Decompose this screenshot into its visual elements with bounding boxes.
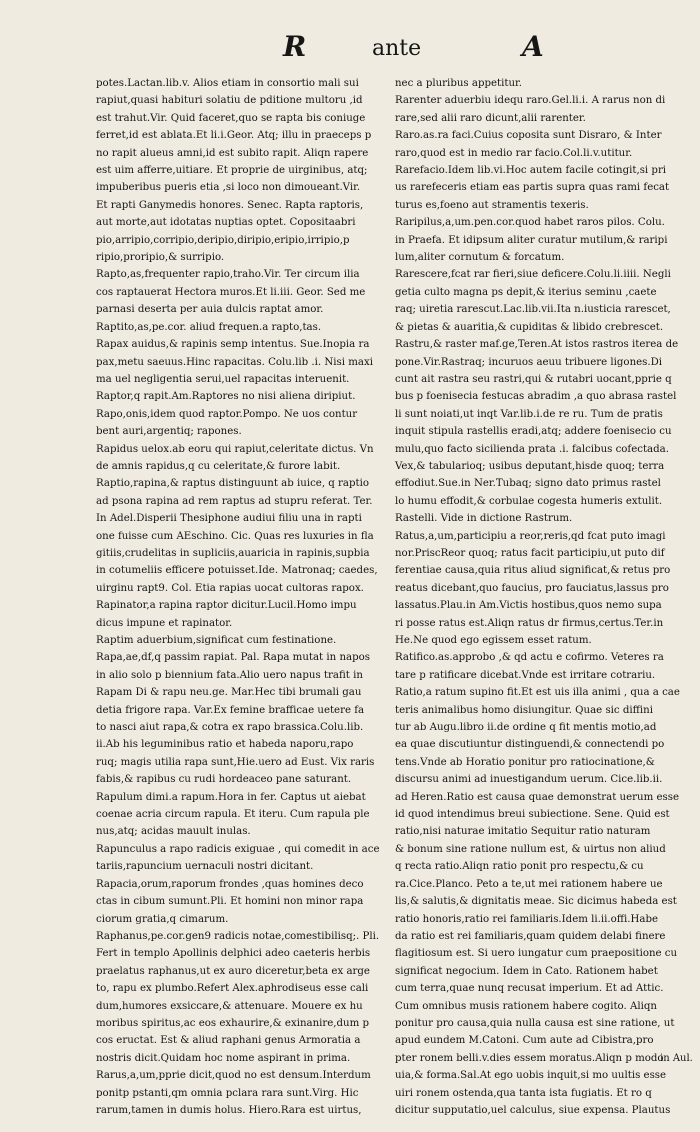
text-line: mulu,quo facto sicilienda prata .i. falcibus cofectada. (395, 443, 669, 455)
text-line: In Adel.Disperii Thesiphone audiui filiu una in rapti (96, 513, 362, 525)
text-line: ii.Ab his leguminibus ratio et habeda naporu,rapo (96, 739, 354, 751)
text-line: cunt ait rastra seu rastri,qui & rutabri uocant,pprie q (395, 373, 672, 385)
text-line: raq; uiretia rarescut.Lac.lib.vii.Ita n.iusticia rarescet, (395, 304, 671, 316)
text-line: effodiut.Sue.in Ner.Tubaq; signo dato primus rastel (395, 478, 661, 490)
text-line: rapiut,quasi habituri solatiu de pditione multoru ,id (96, 95, 363, 107)
text-line: rarum,tamen in dumis holus. Hiero.Rara est uirtus, (96, 1104, 362, 1116)
text-line: potes.Lactan.lib.v. Alios etiam in consortio mali sui (96, 78, 359, 89)
text-line: apud eundem M.Catoni. Cum aute ad Cibistra,pro (395, 1035, 654, 1047)
text-line: cum terra,quae nunq recusat imperium. Et ad Attic. (395, 983, 664, 995)
text-line: ripio,proripio,& surripio. (96, 252, 225, 264)
text-line: Raptito,as,pe.cor. aliud frequen.a rapto,tas. (96, 321, 322, 333)
text-line: bus p foenisecia festucas abradim ,a quo abrasa rastel (395, 391, 677, 403)
text-line: ponitp pstanti,qm omnia pclara rara sunt.Virg. Hic (96, 1087, 359, 1099)
text-line: ad Heren.Ratio est causa quae demonstrat uerum esse (395, 791, 679, 803)
text-line: aut morte,aut idotatas nuptias optet. Copositaabri (96, 217, 356, 229)
text-line: getia culto magna ps depit,& iterius seminu ,caete (395, 286, 657, 298)
text-line: nec a pluribus appetitur. (395, 78, 523, 89)
text-line: lassatus.Plau.in Am.Victis hostibus,quos nemo supa (395, 600, 662, 612)
text-line: Raro.as.ra faci.Cuius coposita sunt Disraro, & Inter (395, 130, 662, 142)
text-line: inquit stipula rastellis eradi,atq; addere foenisecio cu (395, 426, 672, 438)
header-letter-right: A (522, 30, 544, 63)
text-line: Rapa,ae,df,q passim rapiat. Pal. Rapa mutat in napos (96, 652, 370, 664)
text-line: ponitur pro causa,quia nulla causa est sine ratione, ut (395, 1017, 675, 1029)
text-line: in cotumeliis efficere potuisset.Ide. Matronaq; caedes, (96, 565, 378, 577)
text-line: Rarescere,fcat rar fieri,siue deficere.Colu.li.iiii. Negli (395, 269, 671, 281)
text-line: nostris dicit.Quidam hoc nome aspirant in prima. (96, 1052, 351, 1064)
text-line: ruq; magis utilia rapa sunt,Hie.uero ad Eust. Vix raris (96, 756, 375, 768)
text-line: detia frigore rapa. Var.Ex femine brafficae uetere fa (96, 704, 365, 716)
text-line: Rapam Di & rapu neu.ge. Mar.Hec tibi brumali gau (96, 687, 362, 699)
text-line: Rapidus uelox.ab eoru qui rapiut,celeritate dictus. Vn (96, 443, 374, 455)
text-line: ea quae discutiuntur distinguendi,& connectendi po (395, 739, 665, 751)
text-line: Rarefacio.Idem lib.vi.Hoc autem facile cotingit,si pri (395, 165, 667, 177)
text-line: dicitur supputatio,uel calculus, siue expensa. Plautus (395, 1104, 671, 1116)
text-line: Rastru,& raster maf.ge,Teren.At istos rastros iterea de (395, 339, 679, 351)
text-line: lo humu effodit,& corbulae cogesta humeris extulit. (395, 495, 663, 507)
text-line: turus es,foeno aut stramentis texeris. (395, 199, 589, 211)
running-header (0, 30, 700, 70)
text-line: q recta ratio.Aliqn ratio ponit pro respectu,& cu (395, 861, 644, 873)
text-line: Fert in templo Apollinis delphici adeo caeteris herbis (96, 948, 371, 960)
text-line: Ratus,a,um,participiu a reor,reris,qd fcat puto imagi (395, 530, 666, 542)
text-line: Rapinator,a rapina raptor dicitur.Lucil.Homo impu (96, 600, 357, 612)
text-line: one fuisse cum AEschino. Cic. Quas res luxuries in fla (96, 530, 374, 542)
text-line: to, rapu ex plumbo.Refert Alex.aphrodiseus esse cali (96, 983, 369, 995)
text-line: pio,arripio,corripio,deripio,diripio,eripio,irripio,p (96, 234, 350, 246)
text-line: & bonum sine ratione nullum est, & uirtus non aliud (395, 843, 666, 855)
left-column (96, 75, 396, 1119)
text-line: lis,& salutis,& dignitatis meae. Sic dicimus habeda est (395, 896, 677, 908)
text-line: Rarenter aduerbiu idequ raro.Gel.li.i. A rarus non di (395, 95, 666, 107)
text-line: est trahut.Vir. Quid faceret,quo se rapta bis coniuge (96, 112, 366, 124)
text-line: ratio,nisi naturae imitatio Sequitur ratio naturam (395, 826, 651, 838)
text-line: pone.Vir.Rastraq; incuruos aeuu tribuere ligones.Di (395, 356, 663, 368)
text-line: moribus spiritus,ac eos exhaurire,& exinanire,dum p (96, 1017, 370, 1029)
text-line: rare,sed alii raro dicunt,alii rarenter. (395, 112, 586, 124)
text-line: Raripilus,a,um.pen.cor.quod habet raros pilos. Colu. (395, 217, 665, 229)
text-line: Rapax auidus,& rapinis semp intentus. Sue.Inopia ra (96, 339, 370, 351)
text-line: Raptor,q rapit.Am.Raptores no nisi aliena diripiut. (96, 391, 356, 403)
text-line: raro,quod est in medio rar facio.Col.li.v.utitur. (395, 147, 633, 159)
text-line: teris animalibus homo disiungitur. Quae sic diffini (395, 704, 653, 716)
text-line: ad psona rapina ad rem raptus ad stupru referat. Ter. (96, 495, 373, 507)
text-line: nus,atq; acidas mauult inulas. (96, 826, 251, 838)
text-line: li sunt noiati,ut inqt Var.lib.i.de re ru. Tum de pratis (395, 408, 663, 420)
header-word: ante (372, 36, 422, 61)
text-line: Raphanus,pe.cor.gen9 radicis notae,comestibilisq;. Pli. (96, 930, 380, 942)
text-line: dum,humores exsiccare,& attenuare. Mouere ex hu (96, 1000, 363, 1012)
text-line: ma uel negligentia serui,uel rapacitas interuenit. (96, 373, 350, 385)
right-column (395, 75, 693, 1119)
catchword: in Aul. (660, 1053, 693, 1064)
text-line: Raptio,rapina,& raptus distinguunt ab iuice, q raptio (96, 478, 370, 490)
text-line: uiri ronem ostenda,qua tanta ista fugiatis. Et ro q (395, 1087, 652, 1099)
text-line: da ratio est rei familiaris,quam quidem delabi finere (395, 930, 666, 942)
text-line: tens.Vnde ab Horatio ponitur pro ratiocinatione,& (395, 756, 655, 768)
text-line: Vex,& tabularioq; usibus deputant,hisde quoq; terra (395, 460, 665, 472)
text-line: tur ab Augu.libro ii.de ordine q fit mentis motio,ad (395, 722, 657, 734)
text-line: Rapto,as,frequenter rapio,traho.Vir. Ter circum ilia (96, 269, 360, 281)
text-line: ratio honoris,ratio rei familiaris.Idem li.ii.offi.Habe (395, 913, 659, 925)
text-line: flagitiosum est. Si uero iungatur cum praepositione cu (395, 948, 678, 960)
text-line: lum,aliter cornutum & forcatum. (395, 252, 565, 264)
text-line: coenae acria circum rapula. Et iteru. Cum rapula ple (96, 809, 370, 821)
text-line: Rastelli. Vide in dictione Rastrum. (395, 513, 573, 525)
text-line: Rarus,a,um,pprie dicit,quod no est densum.Interdum (96, 1070, 371, 1082)
text-line: praelatus raphanus,ut ex auro diceretur,beta ex arge (96, 965, 370, 977)
text-line: tare p ratificare dicebat.Vnde est irritare cotrariu. (395, 669, 656, 681)
text-line: significat negocium. Idem in Cato. Rationem habet (395, 965, 658, 977)
text-line: Cum omnibus musis rationem habere cogito. Aliqn (395, 1000, 657, 1012)
text-line: ra.Cice.Planco. Peto a te,ut mei rationem habere ue (395, 878, 663, 890)
text-line: nor.PriscReor quoq; ratus facit participiu,ut puto dif (395, 547, 665, 559)
text-line: Rapulum dimi.a rapum.Hora in fer. Captus ut aiebat (96, 791, 366, 803)
text-line: Rapacia,orum,raporum frondes ,quas homines deco (96, 878, 364, 890)
text-line: in alio solo p biennium fata.Alio uero napus trafit in (96, 669, 363, 681)
text-line: Raptim aduerbium,significat cum festinatione. (96, 635, 337, 646)
text-line: dicus impune et rapinator. (96, 617, 233, 629)
text-line: parnasi deserta per auia dulcis raptat amor. (96, 304, 324, 316)
text-line: Rapo,onis,idem quod raptor.Pompo. Ne uos contur (96, 408, 358, 420)
text-line: us rarefeceris etiam eas partis supra quas rami fecat (395, 182, 670, 194)
text-line: ciorum gratia,q cimarum. (96, 913, 229, 925)
text-line: est uim afferre,uitiare. Et proprie de uirginibus, atq; (96, 165, 368, 177)
text-line: impuberibus pueris etia ,si loco non dimoueant.Vir. (96, 182, 361, 194)
text-line: cos raptauerat Hectora muros.Et li.iii. Geor. Sed me (96, 286, 366, 298)
text-line: no rapit alueus amni,id est subito rapit. Aliqn rapere (96, 147, 369, 159)
text-line: gitiis,crudelitas in supliciis,auaricia in rapinis,supbia (96, 547, 370, 559)
text-line: bent auri,argentiq; rapones. (96, 426, 242, 438)
text-line: Rapunculus a rapo radicis exiguae , qui comedit in ace (96, 843, 380, 855)
text-line: de amnis rapidus,q cu celeritate,& furore labit. (96, 460, 341, 472)
text-line: to nasci aiut rapa,& cotra ex rapo brassica.Colu.lib. (96, 722, 364, 734)
text-line: pter ronem belli.v.dies essem moratus.Aliqn p modo (395, 1052, 664, 1064)
text-line: fabis,& rapibus cu rudi hordeaceo pane saturant. (96, 774, 352, 786)
header-letter-left: R (283, 30, 307, 63)
text-line: He.Ne quod ego egissem esset ratum. (395, 635, 592, 646)
text-line: reatus dicebant,quo faucius, pro fauciatus,lassus pro (395, 582, 669, 594)
text-line: Ratifico.as.approbo ,& qd actu e cofirmo. Veteres ra (395, 652, 664, 664)
text-line: & pietas & auaritia,& cupiditas & libido crebrescet. (395, 321, 664, 333)
text-line: id quod intendimus breui subiectione. Sene. Quid est (395, 809, 670, 821)
text-line: uirginu rapt9. Col. Etia rapias uocat cultoras rapox. (96, 582, 364, 594)
text-line: Et rapti Ganymedis honores. Senec. Rapta raptoris, (96, 199, 364, 211)
text-line: ri posse ratus est.Aliqn ratus dr firmus,certus.Ter.in (395, 617, 664, 629)
text-line: ferentiae causa,quia ritus aliud significat,& retus pro (395, 565, 671, 577)
text-line: ferret,id est ablata.Et li.i.Geor. Atq; illu in praeceps p (96, 130, 372, 142)
text-line: ctas in cibum sumunt.Pli. Et homini non minor rapa (96, 896, 364, 908)
text-line: cos eructat. Est & aliud raphani genus Armoratia a (96, 1035, 361, 1047)
text-line: discursu animi ad inuestigandum uerum. Cice.lib.ii. (395, 774, 663, 786)
text-line: in Praefa. Et idipsum aliter curatur mutilum,& raripi (395, 234, 668, 246)
text-line: Ratio,a ratum supino fit.Et est uis illa animi , qua a cae (395, 687, 680, 699)
text-line: uia,& forma.Sal.At ego uobis inquit,si mo uultis esse (395, 1070, 667, 1082)
text-line: tariis,rapuncium uernaculi nostri dicitant. (96, 861, 314, 873)
text-line: pax,metu saeuus.Hinc rapacitas. Colu.lib .i. Nisi maxi (96, 356, 373, 368)
